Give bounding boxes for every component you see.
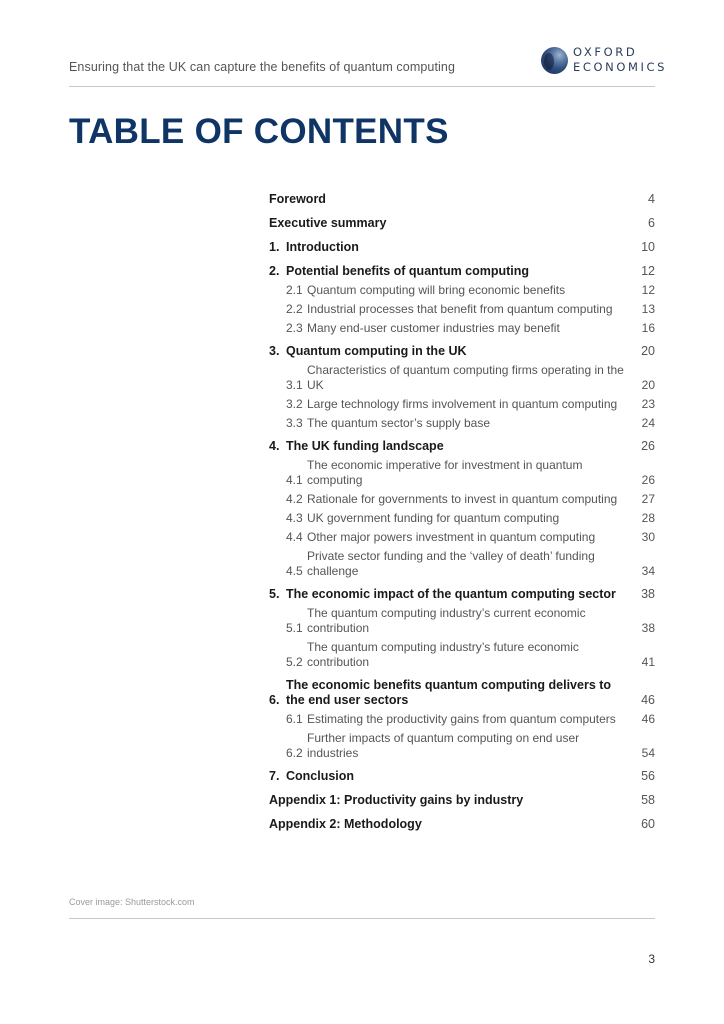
toc-section-entry[interactable] — [269, 192, 655, 207]
toc-entry-page: 54 — [641, 746, 655, 760]
toc-subsection-entry[interactable] — [269, 492, 655, 507]
toc-entry-number: 6. — [269, 693, 280, 707]
toc-entry-label: Introduction — [286, 240, 359, 254]
toc-entry-number: 2. — [269, 264, 280, 278]
toc-section-entry[interactable] — [269, 587, 655, 602]
logo-text-line-2: ECONOMICS — [573, 60, 668, 74]
toc-entry-label: Characteristics of quantum computing firms operating in the UK — [307, 363, 624, 392]
toc-subsection-entry[interactable] — [269, 302, 655, 317]
toc-subsection-entry[interactable] — [269, 458, 655, 488]
toc-entry-label: The economic impact of the quantum computing sector — [286, 587, 616, 601]
toc-subsection-entry[interactable] — [269, 530, 655, 545]
toc-section-entry[interactable] — [269, 264, 655, 279]
toc-entry-page: 12 — [641, 283, 655, 297]
toc-entry-label: The quantum sector’s supply base — [307, 416, 490, 430]
toc-entry-page: 12 — [641, 264, 655, 278]
toc-entry-number: 3. — [269, 344, 280, 358]
toc-entry-label: Other major powers investment in quantum computing — [307, 530, 596, 544]
toc-section-entry[interactable] — [269, 678, 655, 708]
toc-subsection-entry[interactable] — [269, 416, 655, 431]
running-header-title: Ensuring that the UK can capture the benefits of quantum computing — [69, 60, 456, 74]
toc-entry-page: 58 — [641, 793, 655, 807]
toc-entry-page: 24 — [641, 416, 655, 430]
header-divider — [69, 86, 655, 87]
toc-entry-number: 4. — [269, 439, 280, 453]
toc-entry-page: 4 — [648, 192, 655, 206]
toc-entry-page: 6 — [648, 216, 655, 230]
toc-section-entry[interactable] — [269, 216, 655, 231]
toc-entry-number: 2.3 — [286, 321, 303, 335]
toc-subsection-entry[interactable] — [269, 549, 655, 579]
toc-entry-page: 23 — [641, 397, 655, 411]
toc-section-entry[interactable] — [269, 769, 655, 784]
toc-entry-label: The quantum computing industry’s future economic contribution — [307, 640, 579, 669]
toc-entry-label: Potential benefits of quantum computing — [286, 264, 530, 278]
toc-entry-page: 56 — [641, 769, 655, 783]
toc-entry-label: The economic benefits quantum computing delivers to the end user sectors — [286, 678, 612, 707]
toc-entry-number: 4.1 — [286, 473, 303, 487]
toc-entry-label: Private sector funding and the ‘valley of death’ funding challenge — [307, 549, 595, 578]
toc-entry-page: 26 — [641, 473, 655, 487]
toc-entry-label: Conclusion — [286, 769, 355, 783]
toc-entry-page: 20 — [641, 378, 655, 392]
toc-entry-number: 3.2 — [286, 397, 303, 411]
toc-section-entry[interactable] — [269, 240, 655, 255]
toc-entry-page: 38 — [641, 621, 655, 635]
toc-entry-number: 5.2 — [286, 655, 303, 669]
toc-entry-label: The quantum computing industry’s current economic contribution — [307, 606, 586, 635]
toc-entry-label: Appendix 1: Productivity gains by industry — [269, 793, 524, 807]
oxford-economics-logo — [541, 44, 668, 78]
toc-entry-page: 34 — [641, 564, 655, 578]
toc-entry-label: Appendix 2: Methodology — [269, 817, 422, 831]
toc-entry-page: 46 — [641, 712, 655, 726]
toc-subsection-entry[interactable] — [269, 511, 655, 526]
toc-entry-number: 2.1 — [286, 283, 303, 297]
toc-entry-page: 60 — [641, 817, 655, 831]
toc-entry-number: 5. — [269, 587, 280, 601]
toc-entry-label: Many end-user customer industries may benefit — [307, 321, 560, 335]
toc-entry-number: 4.5 — [286, 564, 303, 578]
toc-entry-number: 3.3 — [286, 416, 303, 430]
page-title: TABLE OF CONTENTS — [69, 112, 449, 151]
globe-logo-icon — [541, 47, 568, 74]
toc-entry-page: 46 — [641, 693, 655, 707]
toc-entry-number: 2.2 — [286, 302, 303, 316]
toc-entry-page: 13 — [641, 302, 655, 316]
toc-section-entry[interactable] — [269, 817, 655, 832]
toc-section-entry[interactable] — [269, 793, 655, 808]
toc-entry-number: 4.3 — [286, 511, 303, 525]
footer-divider — [69, 918, 655, 919]
toc-entry-number: 5.1 — [286, 621, 303, 635]
toc-entry-label: Rationale for governments to invest in quantum computing — [307, 492, 618, 506]
toc-subsection-entry[interactable] — [269, 731, 655, 761]
page-number: 3 — [648, 952, 655, 966]
toc-entry-page: 26 — [641, 439, 655, 453]
toc-subsection-entry[interactable] — [269, 606, 655, 636]
toc-entry-label: Quantum computing will bring economic benefits — [307, 283, 566, 297]
toc-entry-number: 6.1 — [286, 712, 303, 726]
toc-entry-label: Executive summary — [269, 216, 387, 230]
toc-entry-label: Foreword — [269, 192, 326, 206]
toc-entry-page: 10 — [641, 240, 655, 254]
toc-subsection-entry[interactable] — [269, 321, 655, 336]
toc-entry-label: Further impacts of quantum computing on end user industries — [307, 731, 580, 760]
cover-image-credit: Cover image: Shutterstock.com — [69, 897, 195, 907]
toc-entry-page: 41 — [641, 655, 655, 669]
toc-entry-number: 7. — [269, 769, 280, 783]
toc-entry-page: 30 — [641, 530, 655, 544]
toc-entry-page: 27 — [641, 492, 655, 506]
toc-entry-number: 4.4 — [286, 530, 303, 544]
toc-subsection-entry[interactable] — [269, 397, 655, 412]
toc-section-entry[interactable] — [269, 439, 655, 454]
toc-entry-label: Industrial processes that benefit from quantum computing — [307, 302, 613, 316]
toc-subsection-entry[interactable] — [269, 363, 655, 393]
toc-subsection-entry[interactable] — [269, 283, 655, 298]
toc-entry-number: 1. — [269, 240, 280, 254]
toc-entry-number: 3.1 — [286, 378, 303, 392]
logo-text-line-1: OXFORD — [573, 45, 638, 59]
toc-entry-label: Estimating the productivity gains from quantum computers — [307, 712, 616, 726]
toc-entry-label: The UK funding landscape — [286, 439, 444, 453]
toc-entry-page: 28 — [641, 511, 655, 525]
toc-entry-page: 16 — [641, 321, 655, 335]
toc-entry-label: Large technology firms involvement in quantum computing — [307, 397, 618, 411]
toc-entry-number: 4.2 — [286, 492, 303, 506]
toc-subsection-entry[interactable] — [269, 712, 655, 727]
toc-entry-label: Quantum computing in the UK — [286, 344, 467, 358]
toc-entry-label: UK government funding for quantum computing — [307, 511, 560, 525]
toc-section-entry[interactable] — [269, 344, 655, 359]
table-of-contents — [269, 192, 655, 832]
toc-entry-number: 6.2 — [286, 746, 303, 760]
toc-entry-label: The economic imperative for investment in quantum computing — [307, 458, 583, 487]
toc-entry-page: 38 — [641, 587, 655, 601]
toc-entry-page: 20 — [641, 344, 655, 358]
toc-subsection-entry[interactable] — [269, 640, 655, 670]
